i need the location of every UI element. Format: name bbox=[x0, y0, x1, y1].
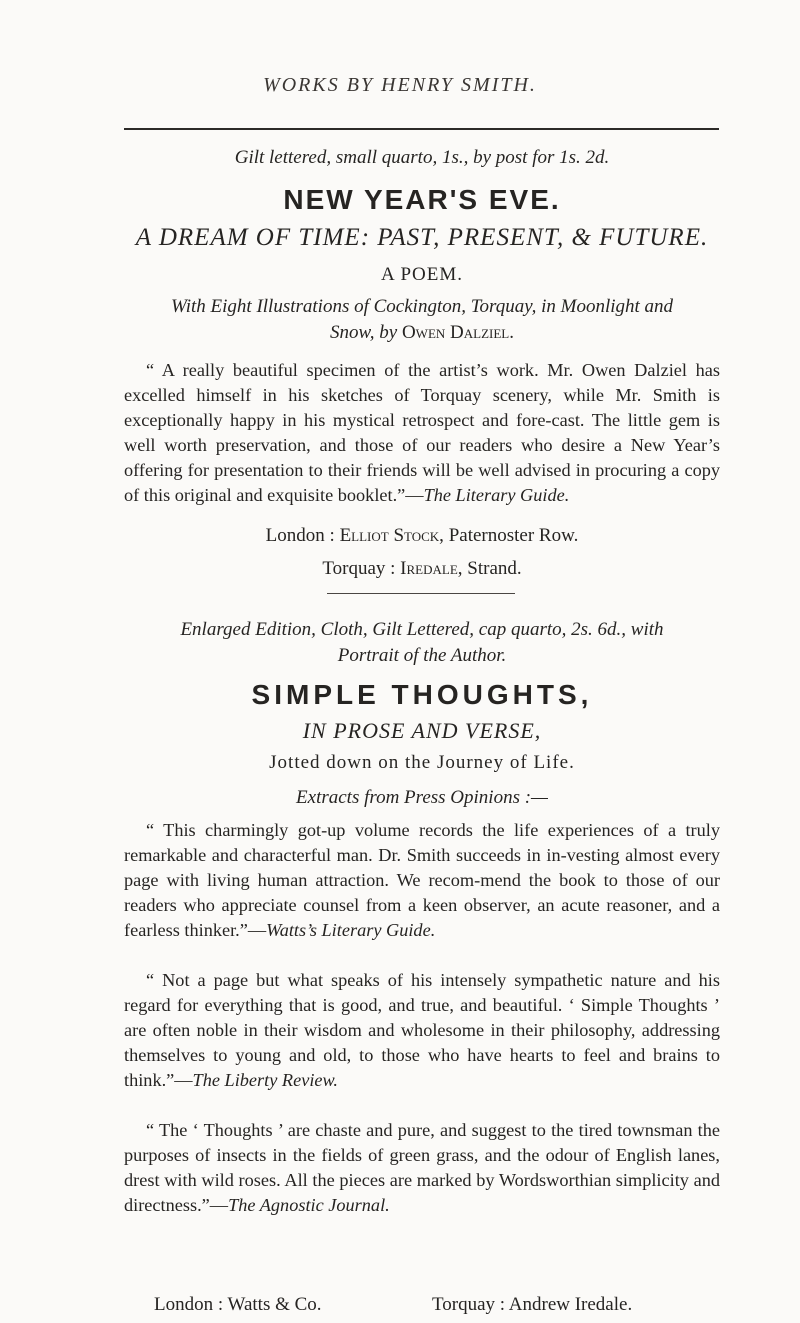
simple-thoughts-format-line1: Enlarged Edition, Cloth, Gilt Lettered, cap quarto, 2s. 6d., with bbox=[180, 619, 664, 640]
review-source: Watts’s Literary Guide. bbox=[266, 920, 436, 940]
illustrations-artist: Owen Dalziel. bbox=[401, 322, 514, 343]
imprint-publisher: Iredale, bbox=[400, 558, 463, 579]
imprint-address: Paternoster Row. bbox=[448, 525, 579, 546]
simple-thoughts-review-1 bbox=[124, 818, 720, 943]
review-text: “ The ‘ Thoughts ’ are chaste and pure, and suggest to the tired townsman the purposes of insects in the fields of green grass, and the odour of English lanes, drest with wild roses. All the pieces are marked by Wordsworthian simplicity and directness.”— bbox=[124, 1120, 720, 1215]
running-head: WORKS BY HENRY SMITH. bbox=[263, 74, 537, 96]
review-source: The Liberty Review. bbox=[192, 1070, 338, 1090]
new-years-eve-form: A POEM. bbox=[381, 264, 463, 285]
new-years-eve-imprint-torquay bbox=[124, 556, 720, 582]
new-years-eve-illustrations-line2 bbox=[124, 320, 720, 346]
simple-thoughts-format-line2: Portrait of the Author. bbox=[337, 645, 507, 666]
simple-thoughts-title: SIMPLE THOUGHTS, bbox=[251, 679, 593, 710]
section-divider bbox=[327, 593, 515, 594]
new-years-eve-subtitle: A DREAM OF TIME: PAST, PRESENT, & FUTURE. bbox=[135, 224, 709, 251]
review-text: “ Not a page but what speaks of his intensely sympathetic nature and his regard for everything that is good, and true, and beautiful. ‘ Simple Thoughts ’ are often noble in their wisdom and wholesome in their philosophy, addressing themselves to young and old, to those who have hearts to feel and brains to think.”— bbox=[124, 970, 720, 1090]
simple-thoughts-review-2 bbox=[124, 968, 720, 1093]
review-text: “ This charmingly got-up volume records the life experiences of a truly remarkable and characterful man. Dr. Smith succeeds in in-vesting almost every page with living human attraction. We recom-mend the book to those of our readers who appreciate counsel from a keen observer, an acute reasoner, and a fearless thinker.”— bbox=[124, 820, 720, 940]
simple-thoughts-tagline: Jotted down on the Journey of Life. bbox=[269, 752, 575, 773]
new-years-eve-review bbox=[124, 358, 720, 508]
new-years-eve-title: NEW YEAR'S EVE. bbox=[283, 184, 561, 215]
simple-thoughts-review-3 bbox=[124, 1118, 720, 1218]
new-years-eve-format-line: Gilt lettered, small quarto, 1s., by post for 1s. 2d. bbox=[234, 147, 610, 168]
new-years-eve-illustrations-line1: With Eight Illustrations of Cockington, Torquay, in Moonlight and bbox=[170, 296, 674, 317]
review-text: “ A really beautiful specimen of the artist’s work. Mr. Owen Dalziel has excelled himself in his sketches of Torquay scenery, while Mr. Smith is exceptionally happy in his mystical retrospect and fore-cast. The little gem is well worth preservation, and those of our readers who desire a New Year’s offering for presentation to their friends will be well advised in procuring a copy of this original and exquisite booklet.”— bbox=[124, 360, 720, 505]
imprint-publisher: Elliot Stock, bbox=[339, 525, 444, 546]
new-years-eve-imprint-london bbox=[124, 523, 720, 549]
illustrations-by: Snow, by bbox=[330, 322, 398, 343]
imprint-torquay: Torquay : Andrew Iredale. bbox=[432, 1294, 633, 1315]
imprint-address: Strand. bbox=[467, 558, 522, 579]
top-rule bbox=[124, 128, 719, 130]
simple-thoughts-subtitle: IN PROSE AND VERSE, bbox=[302, 718, 542, 743]
imprint-label: Torquay : bbox=[322, 558, 396, 579]
review-source: The Agnostic Journal. bbox=[228, 1195, 390, 1215]
review-source: The Literary Guide. bbox=[423, 485, 570, 505]
extracts-heading: Extracts from Press Opinions :— bbox=[296, 787, 548, 808]
imprint-label: London : bbox=[265, 525, 335, 546]
imprint-london: London : Watts & Co. bbox=[154, 1294, 322, 1315]
